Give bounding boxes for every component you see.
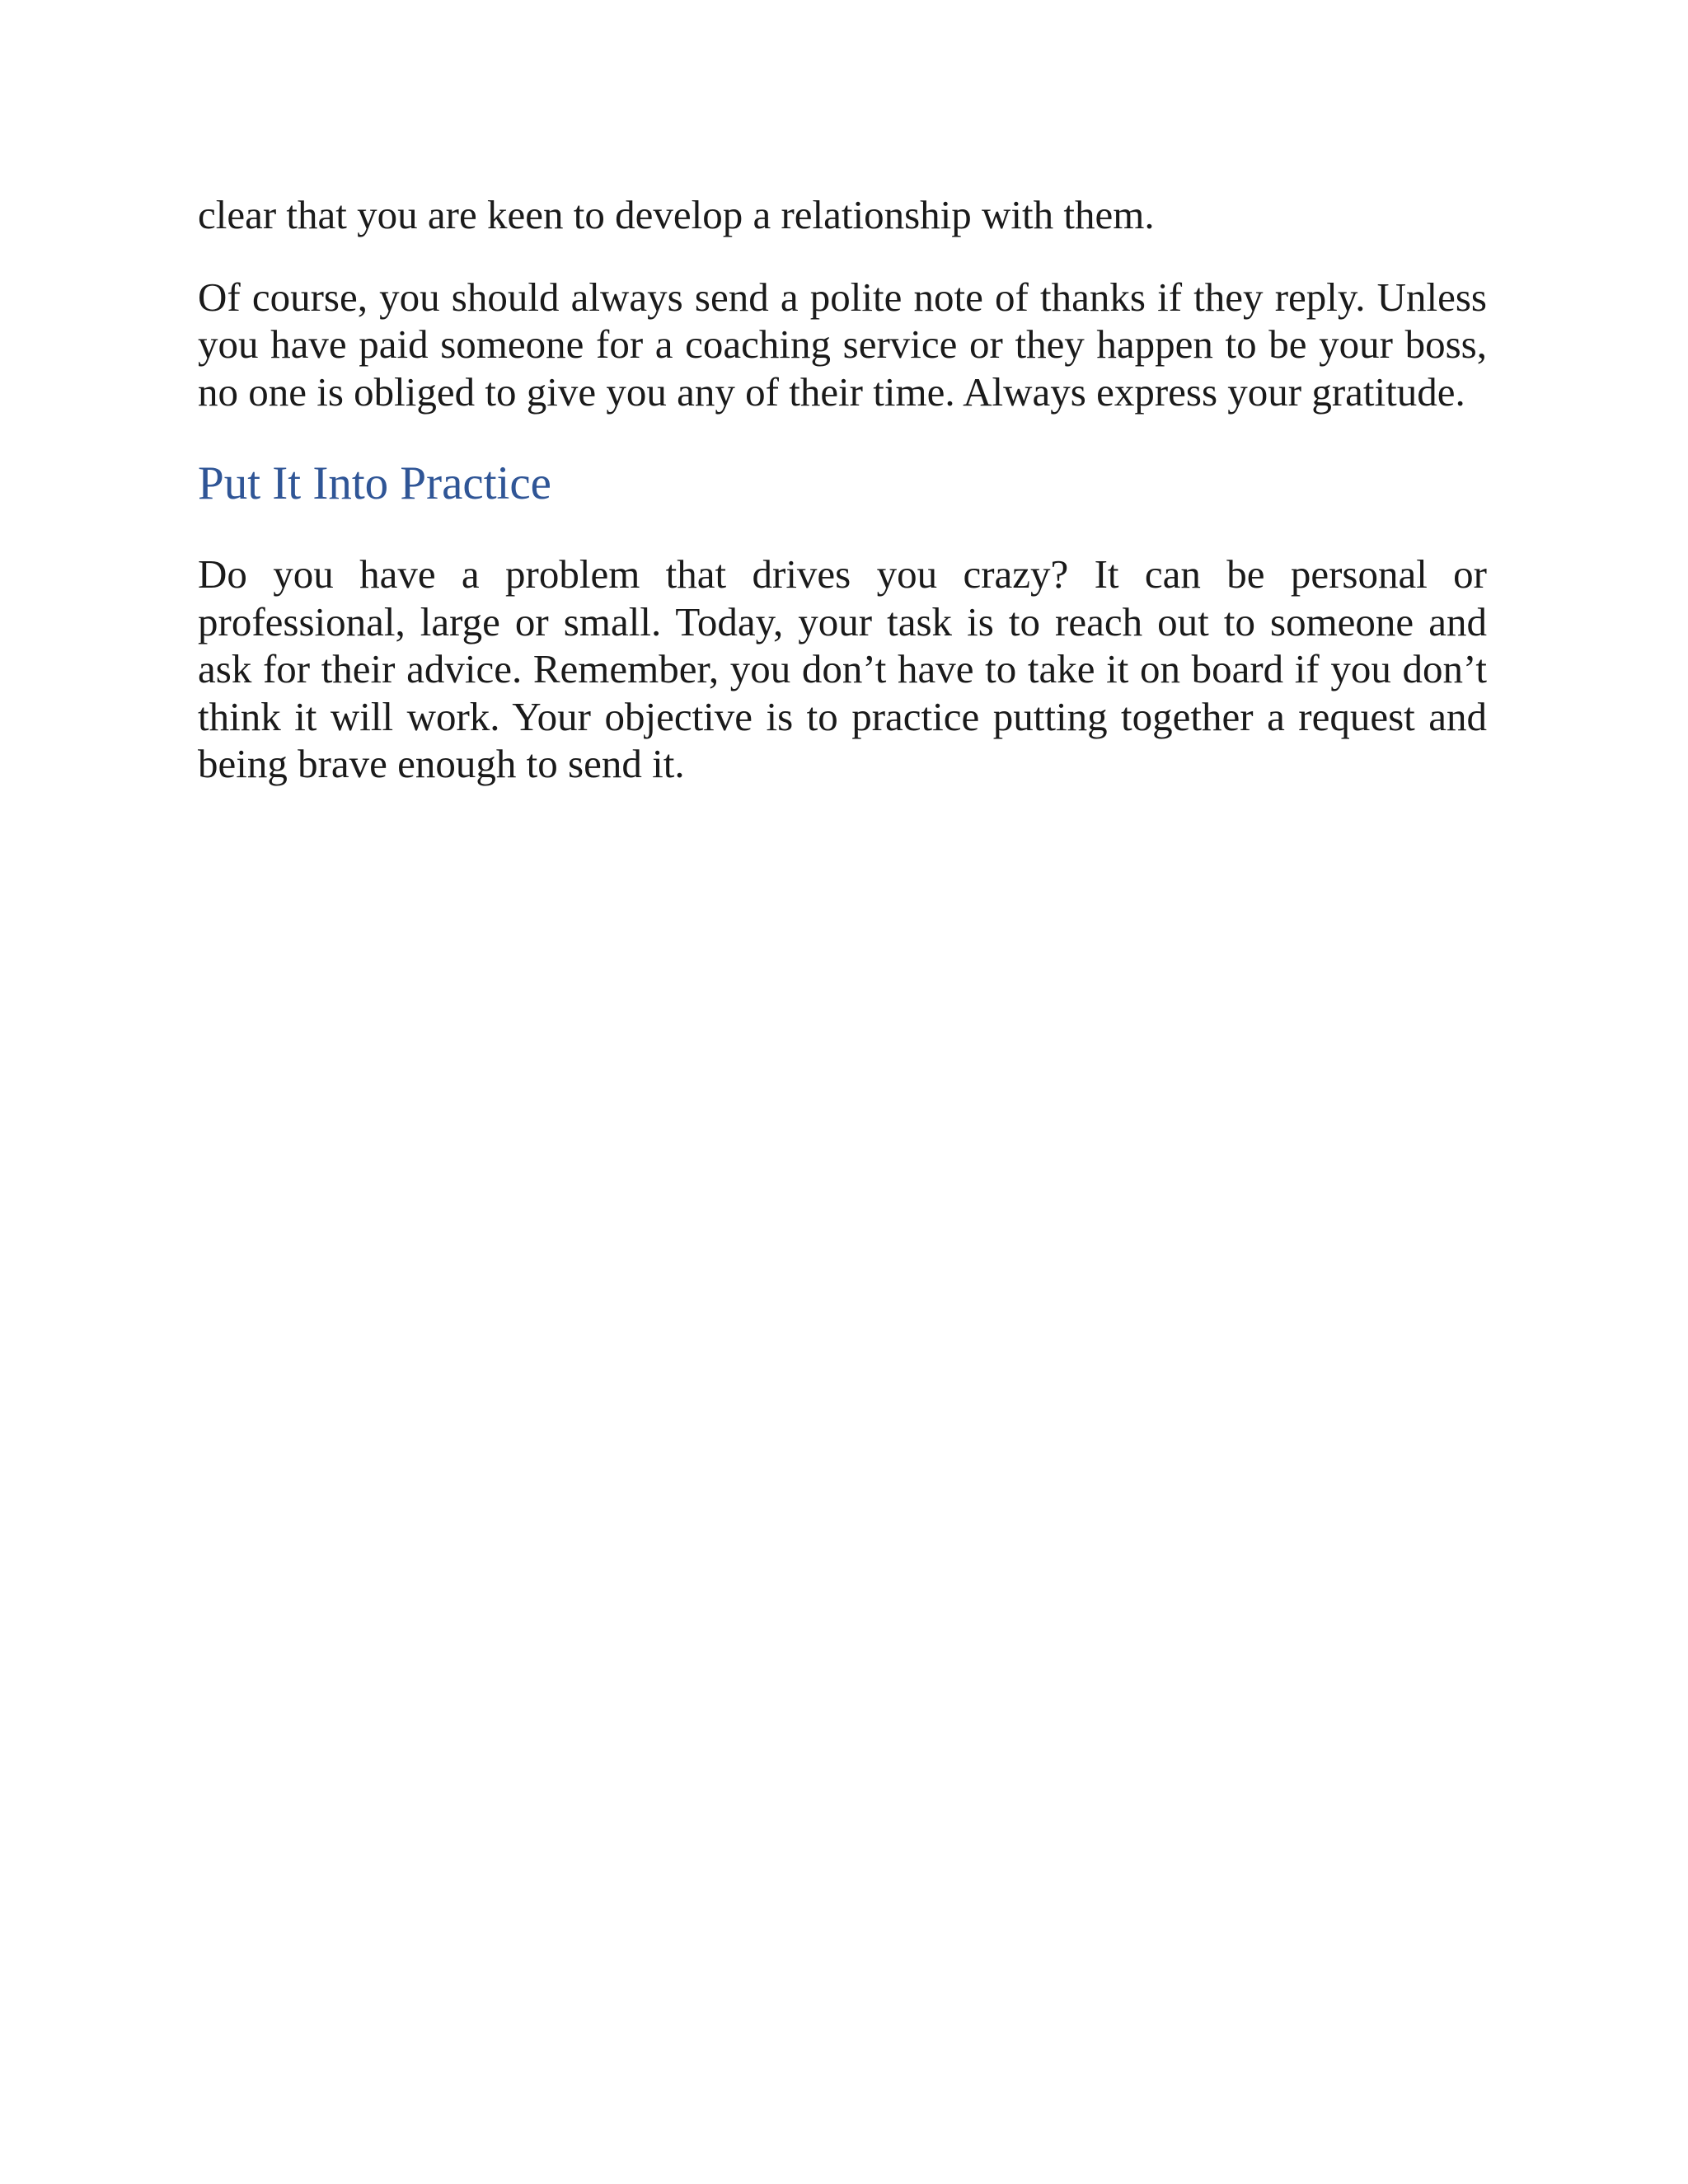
paragraph-continuation: clear that you are keen to develop a relationship with them. (198, 192, 1155, 237)
section-heading: Put It Into Practice (198, 457, 551, 509)
paragraph-thanks-note: Of course, you should always send a polite note of thanks if they reply. Unless you have paid someone for a coaching service or they happen to be your boss, no one is obliged to give you any of their time. Always express your gratitude. (198, 274, 1487, 415)
paragraph-practice-task: Do you have a problem that drives you crazy? It can be personal or professional, large or small. Today, your task is to reach out to someone and ask for their advice. Remember, you don’t have to take it on board if you don’t think it will work. Your objective is to practice putting together a request and being brave enough to send it. (198, 551, 1487, 786)
document-body (198, 191, 1487, 823)
